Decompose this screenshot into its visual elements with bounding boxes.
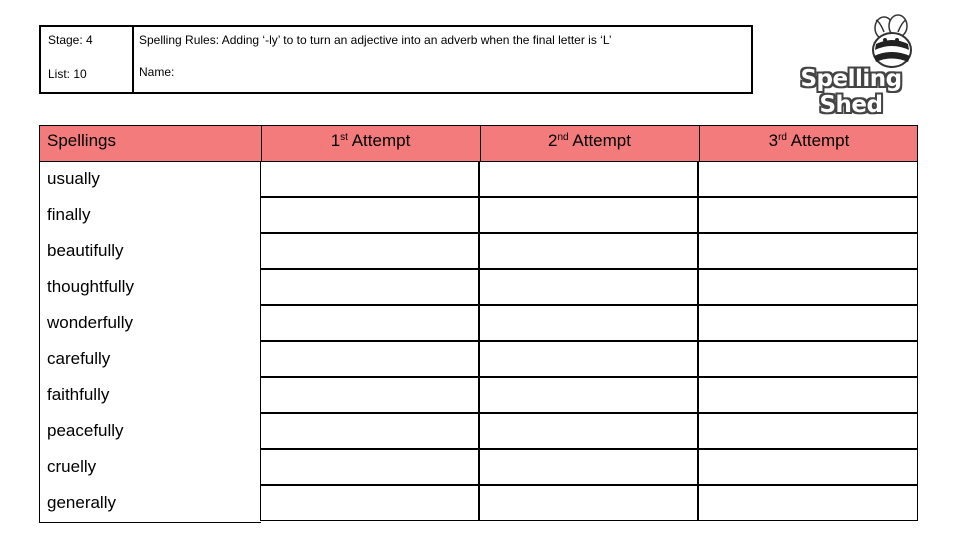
attempt3-cell[interactable] [698,413,918,449]
attempt1-cell[interactable] [260,233,479,269]
attempt3-cell[interactable] [698,161,918,197]
logo-text: Spelling Shed [800,66,902,118]
attempt3-cell[interactable] [698,269,918,305]
attempt2-cell[interactable] [479,377,698,413]
spelling-word: finally [47,205,91,224]
spelling-word: faithfully [47,385,110,404]
attempt3-cell[interactable] [698,485,918,521]
table-left-border [39,161,40,523]
attempt1-cell[interactable] [260,161,479,197]
attempt2-cell[interactable] [479,161,698,197]
attempt2-cell[interactable] [479,485,698,521]
header-divider [480,126,481,163]
attempt1-cell[interactable] [260,377,479,413]
list-label: List: 10 [48,67,87,81]
attempt1-cell[interactable] [260,485,479,521]
attempt2-cell[interactable] [479,413,698,449]
spelling-word: generally [47,493,116,512]
attempt2-header: 2nd Attempt [548,131,631,150]
attempt3-cell[interactable] [698,341,918,377]
spelling-word: thoughtfully [47,277,134,296]
attempt3-cell[interactable] [698,449,918,485]
table-bottom-border [39,522,261,523]
attempt1-cell[interactable] [260,269,479,305]
attempt1-cell[interactable] [260,413,479,449]
worksheet-info-box [39,25,753,94]
spellings-header: Spellings [47,131,116,150]
spelling-attempts-table [39,125,918,523]
attempt1-cell[interactable] [260,341,479,377]
attempt2-cell[interactable] [479,341,698,377]
attempt3-cell[interactable] [698,305,918,341]
attempt1-cell[interactable] [260,305,479,341]
attempt2-cell[interactable] [479,305,698,341]
spelling-shed-logo [772,14,930,118]
bee-icon [772,14,930,74]
spelling-word: cruelly [47,457,97,476]
stage-label: Stage: 4 [48,33,93,47]
spelling-word: usually [47,169,100,188]
spelling-rules-label: Spelling Rules: Adding ‘-ly’ to to turn an adjective into an adverb when the final letter is ‘L’ [139,33,612,47]
attempt1-cell[interactable] [260,197,479,233]
spelling-word: peacefully [47,421,124,440]
attempt2-cell[interactable] [479,197,698,233]
attempt2-cell[interactable] [479,233,698,269]
attempt2-cell[interactable] [479,269,698,305]
attempt2-cell[interactable] [479,449,698,485]
spelling-word: beautifully [47,241,124,260]
table-header-row [39,125,918,162]
attempt3-cell[interactable] [698,197,918,233]
attempt1-header: 1st Attempt [330,131,411,150]
attempt1-cell[interactable] [260,449,479,485]
spelling-word: carefully [47,349,111,368]
attempt3-cell[interactable] [698,233,918,269]
header-divider [261,126,262,163]
attempt3-header: 3rd Attempt [768,131,850,150]
header-divider [699,126,700,163]
name-field[interactable]: Name: [139,65,175,79]
spelling-word: wonderfully [47,313,133,332]
info-divider [132,27,134,92]
attempt3-cell[interactable] [698,377,918,413]
